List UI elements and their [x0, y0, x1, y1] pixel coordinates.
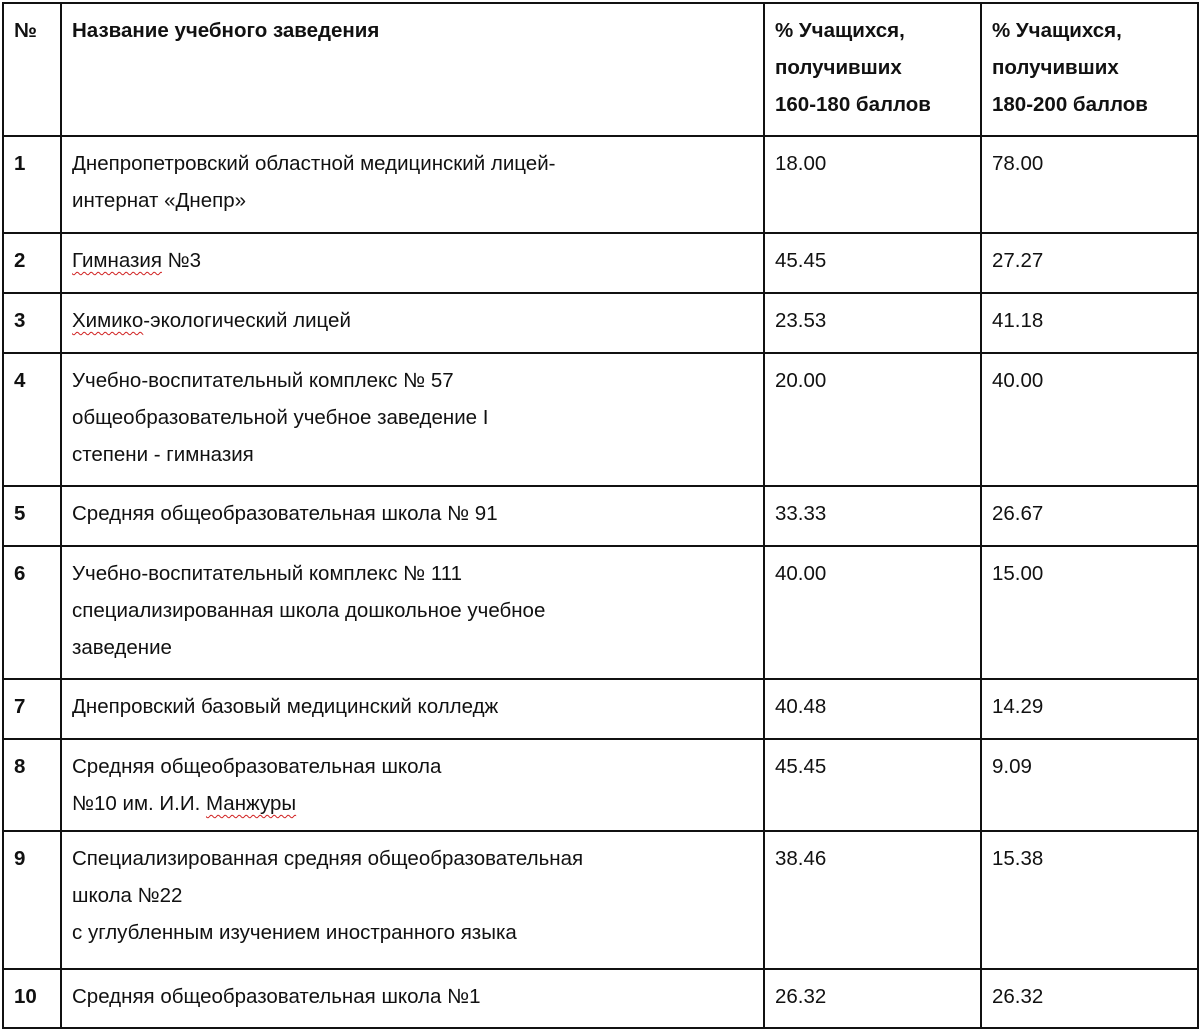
school-name-line: Средняя общеобразовательная школа №1	[72, 985, 481, 1008]
school-name-line: Днепровский базовый медицинский колледж	[72, 695, 499, 718]
header-school-name: Название учебного заведения	[61, 3, 764, 136]
row-number: 7	[3, 679, 61, 739]
school-name-line: Специализированная средняя общеобразовательная	[72, 847, 584, 870]
table-row	[3, 546, 1198, 679]
percent-160-180: 40.00	[764, 546, 981, 679]
spellcheck-underline: Химико	[72, 309, 144, 332]
percent-180-200: 78.00	[981, 136, 1198, 233]
percent-160-180: 38.46	[764, 831, 981, 969]
school-name-line: Учебно-воспитательный комплекс № 111	[72, 562, 463, 585]
table-header-row	[3, 3, 1198, 136]
school-name	[61, 679, 764, 739]
row-number: 3	[3, 293, 61, 353]
school-name	[61, 486, 764, 546]
row-number: 5	[3, 486, 61, 546]
table-row	[3, 136, 1198, 233]
table-row	[3, 739, 1198, 831]
school-name-line: школа №22	[72, 884, 183, 907]
header-number: №	[3, 3, 61, 136]
percent-160-180: 40.48	[764, 679, 981, 739]
percent-180-200: 9.09	[981, 739, 1198, 831]
percent-160-180: 20.00	[764, 353, 981, 486]
percent-160-180: 45.45	[764, 233, 981, 293]
school-name	[61, 969, 764, 1028]
percent-160-180: 18.00	[764, 136, 981, 233]
school-name-line: Химико-экологический лицей	[72, 309, 351, 332]
school-name-line: с углубленным изучением иностранного языка	[72, 921, 517, 944]
percent-160-180: 45.45	[764, 739, 981, 831]
school-name	[61, 233, 764, 293]
row-number: 10	[3, 969, 61, 1028]
percent-180-200: 15.38	[981, 831, 1198, 969]
percent-160-180: 26.32	[764, 969, 981, 1028]
school-name-line: Гимназия №3	[72, 249, 202, 272]
percent-180-200: 26.32	[981, 969, 1198, 1028]
percent-180-200: 15.00	[981, 546, 1198, 679]
percent-160-180: 23.53	[764, 293, 981, 353]
header-line: % Учащихся,	[992, 19, 1122, 42]
school-name-line: заведение	[72, 636, 172, 659]
table-row	[3, 233, 1198, 293]
table-row	[3, 969, 1198, 1028]
schools-results-table	[2, 2, 1199, 1029]
school-name-line: Учебно-воспитательный комплекс № 57	[72, 369, 454, 392]
table-row	[3, 293, 1198, 353]
table-row	[3, 679, 1198, 739]
row-number: 4	[3, 353, 61, 486]
school-name	[61, 546, 764, 679]
percent-180-200: 41.18	[981, 293, 1198, 353]
school-name	[61, 353, 764, 486]
header-line: % Учащихся,	[775, 19, 905, 42]
percent-180-200: 26.67	[981, 486, 1198, 546]
school-name-line: Днепропетровский областной медицинский лицей-	[72, 152, 556, 175]
table-row	[3, 353, 1198, 486]
row-number: 8	[3, 739, 61, 831]
school-name-line: №10 им. И.И. Манжуры	[72, 792, 297, 815]
header-line: 160-180 баллов	[775, 93, 931, 116]
school-name	[61, 293, 764, 353]
header-line: получивших	[775, 56, 902, 79]
school-name-line: Средняя общеобразовательная школа № 91	[72, 502, 498, 525]
school-name-line: Средняя общеобразовательная школа	[72, 755, 442, 778]
percent-180-200: 27.27	[981, 233, 1198, 293]
percent-180-200: 40.00	[981, 353, 1198, 486]
school-name-line: степени - гимназия	[72, 443, 254, 466]
school-name-line: общеобразовательной учебное заведение I	[72, 406, 489, 429]
percent-180-200: 14.29	[981, 679, 1198, 739]
spellcheck-underline: Гимназия	[72, 249, 162, 272]
school-name-line: интернат «Днепр»	[72, 189, 246, 212]
table-row	[3, 831, 1198, 969]
header-line: 180-200 баллов	[992, 93, 1148, 116]
header-percent-180-200	[981, 3, 1198, 136]
row-number: 1	[3, 136, 61, 233]
percent-160-180: 33.33	[764, 486, 981, 546]
table-row	[3, 486, 1198, 546]
header-percent-160-180	[764, 3, 981, 136]
school-name	[61, 136, 764, 233]
header-line: получивших	[992, 56, 1119, 79]
school-name-line: специализированная школа дошкольное учебное	[72, 599, 546, 622]
row-number: 2	[3, 233, 61, 293]
row-number: 6	[3, 546, 61, 679]
spellcheck-underline: Манжуры	[205, 792, 297, 815]
row-number: 9	[3, 831, 61, 969]
school-name	[61, 831, 764, 969]
school-name	[61, 739, 764, 831]
